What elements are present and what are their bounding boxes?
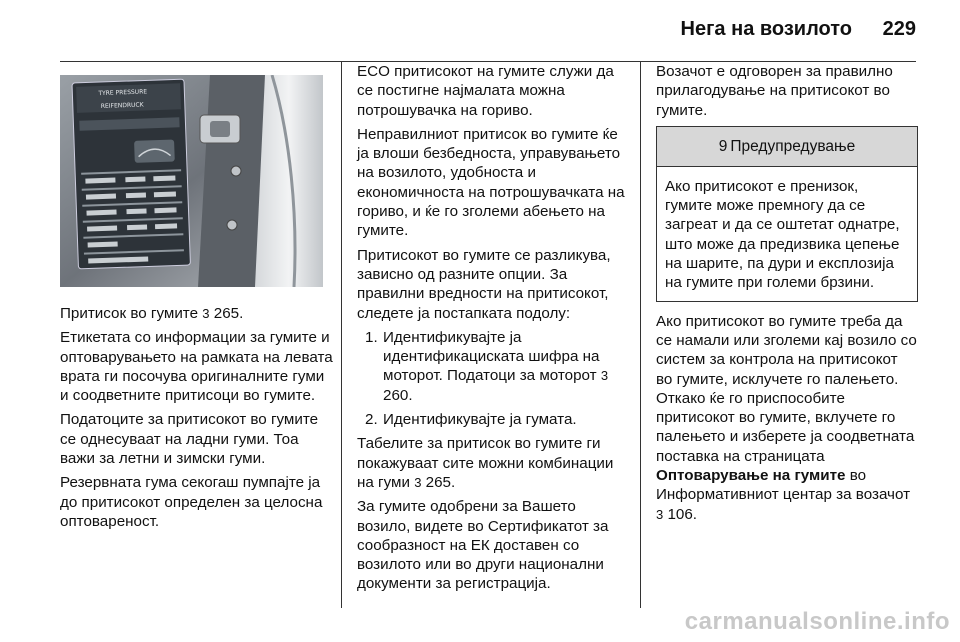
step-number: 1. — [365, 328, 378, 346]
page-title: Нега на возилото — [680, 18, 852, 40]
pressure-reference-line: Притисок во гумите 3 265. — [60, 305, 244, 322]
paragraph: Неправилниот притисок во гумите ќе ја влоши безбедноста, управувањето на возилото, удобноста и економичноста на потрошувачката на гориво, и ќе го зголеми абењето на гумите. — [357, 125, 625, 240]
warning-icon: 9 — [718, 137, 728, 155]
arrow-ref-icon: 3 — [202, 306, 210, 321]
column-3 — [656, 62, 918, 529]
warning-title: Предупредување — [730, 137, 856, 155]
tyre-label-illustration — [60, 75, 323, 287]
procedure-steps — [357, 328, 631, 429]
column-1 — [60, 304, 334, 536]
warning-header — [657, 127, 917, 167]
page-number: 229 — [882, 18, 916, 40]
paragraph: Податоците за притисокот во гумите се однесуваат на ладни гуми. Тоа важи за летни и зимски гуми. — [60, 411, 319, 468]
paragraph: Притисокот во гумите се разликува, зависно од разните опции. За правилни вредности на притисокот, следете ја постапката подолу: — [357, 246, 611, 322]
warning-box — [656, 126, 918, 302]
arrow-ref-icon: 3 — [656, 506, 664, 522]
column-divider-2 — [640, 62, 641, 608]
tyre-label-heading-2: REIFENDRUCK — [100, 101, 144, 111]
paragraph: Ако притисокот во гумите треба да се намали или зголеми кај возило со систем за контрола на притисокот во гумите, исклучете го палењето. Откако ќе го приспособите притисокот во гумите, вклучете го палењето и изберете ја соодветната поставка на страницата Оптоварување на гумите во Информативниот центар за возачот 3 106. — [656, 312, 917, 523]
page-link[interactable]: 265. — [213, 305, 244, 322]
page-link[interactable]: 265. — [425, 473, 456, 491]
page-link[interactable]: 106. — [667, 505, 698, 523]
arrow-ref-icon: 3 — [414, 474, 422, 490]
list-item: 2. Идентификувајте ја гумата. — [365, 411, 577, 429]
step-number: 2. — [365, 411, 378, 429]
page-header — [0, 0, 960, 62]
paragraph: Резервната гума секогаш пумпајте ја до притисокот определен за целосна оптовареност. — [60, 474, 323, 530]
paragraph: Возачот е одговорен за правилно прилагодување на притисокот во гумите. — [656, 63, 893, 119]
paragraph: Етикетата со информации за гумите и оптоварувањето на рамката на левата врата ги посочува оригиналните гуми и соодветните притисоци во гумите. — [60, 329, 333, 405]
paragraph: За гумите одобрени за Вашето возило, видете во Сертификатот за сообразност на ЕК доставен со возилото или во други национални документи за регистрација. — [357, 498, 609, 593]
list-item: 1. Идентификувајте ја идентификациската шифра на моторот. Податоци за моторот 3 260. — [365, 328, 609, 404]
warning-body: Ако притисокот е пренизок, гумите може премногу да се загреат и да се оштетат однатре, што може да предизвика цепење на шарите, па дури и експлозија на гумите при големи брзини. — [665, 177, 900, 292]
tyre-label-photo — [60, 75, 323, 287]
paragraph: Табелите за притисок во гумите ги покажуваат сите можни комбинации на гуми 3 265. — [357, 435, 614, 491]
column-2 — [357, 62, 631, 599]
paragraph: ECO притисокот на гумите служи да се постигне најмалата можна потрошувачка на гориво. — [357, 63, 614, 119]
arrow-ref-icon: 3 — [600, 368, 609, 384]
menu-setting-name: Оптоварување на гумите — [656, 467, 846, 485]
tyre-label-heading-1: TYRE PRESSURE — [98, 88, 148, 98]
watermark: carmanualsonline.info — [684, 608, 950, 635]
page-link[interactable]: 260. — [383, 386, 413, 404]
column-divider-1 — [341, 62, 342, 608]
